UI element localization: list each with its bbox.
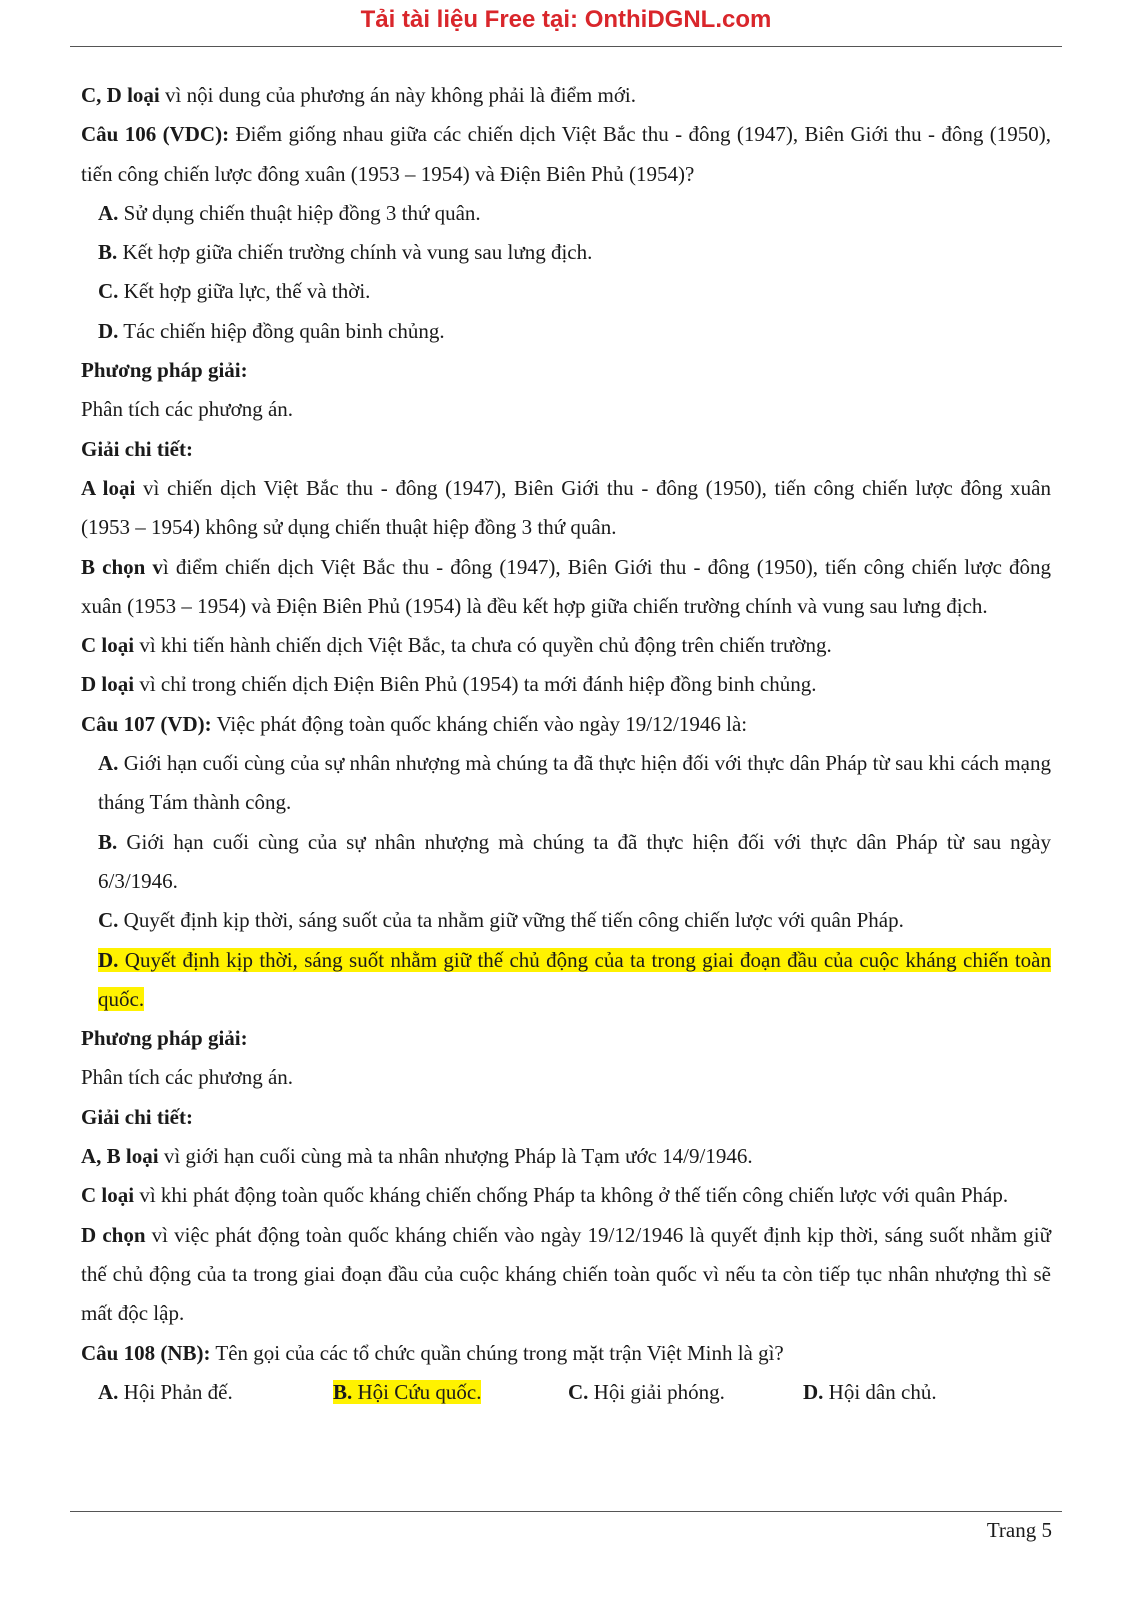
q106-option-a xyxy=(81,194,1051,233)
question-106 xyxy=(81,115,1051,194)
option-key: B. xyxy=(98,829,118,854)
q106-text: Điểm giống nhau giữa các chiến dịch Việt Bắc thu - đông (1947), Biên Giới thu - đông (1950), tiến công chiến lược đông xuân (1953 – 1954) và Điện Biên Phủ (1954)? xyxy=(81,122,1051,186)
q108-option-c xyxy=(568,1373,803,1412)
detail-bold: B chọn v xyxy=(81,554,163,579)
method-heading: Phương pháp giải: xyxy=(81,1026,248,1051)
option-key: A. xyxy=(98,200,119,225)
q107-option-d-correct xyxy=(81,941,1051,1020)
detail-text: vì chỉ trong chiến dịch Điện Biên Phủ (1954) ta mới đánh hiệp đồng binh chủng. xyxy=(134,672,817,697)
option-key: D. xyxy=(98,318,119,343)
detail-bold: C loại xyxy=(81,633,135,658)
header-divider xyxy=(70,46,1062,47)
option-text: Tác chiến hiệp đồng quân binh chủng. xyxy=(118,318,445,343)
q106-detail-a xyxy=(81,469,1051,548)
option-text: Giới hạn cuối cùng của sự nhân nhượng mà chúng ta đã thực hiện đối với thực dân Pháp từ sau ngày 6/3/1946. xyxy=(98,829,1051,893)
q107-detail-ab xyxy=(81,1137,1051,1176)
option-text: Hội dân chủ. xyxy=(823,1379,937,1404)
option-text: Hội giải phóng. xyxy=(588,1379,725,1404)
q108-label: Câu 108 (NB): xyxy=(81,1340,211,1365)
q107-method-heading xyxy=(81,1019,1051,1058)
detail-bold: C loại xyxy=(81,1183,135,1208)
q107-label: Câu 107 (VD): xyxy=(81,711,212,736)
detail-bold: D loại xyxy=(81,672,135,697)
option-text: Hội Cứu quốc. xyxy=(352,1379,482,1404)
intro-bold: C, D loại xyxy=(81,83,160,107)
header-link[interactable]: Tải tài liệu Free tại: OnthiDGNL.com xyxy=(360,6,772,33)
detail-heading: Giải chi tiết: xyxy=(81,1104,193,1129)
detail-text: vì chiến dịch Việt Bắc thu - đông (1947), Biên Giới thu - đông (1950), tiến công chiến lược đông xuân (1953 – 1954) không sử dụng chiến thuật hiệp đồng 3 thứ quân. xyxy=(81,475,1051,540)
q107-text: Việc phát động toàn quốc kháng chiến vào ngày 19/12/1946 là: xyxy=(211,711,748,736)
detail-text: vì việc phát động toàn quốc kháng chiến vào ngày 19/12/1946 là quyết định kịp thời, sáng suốt nhằm giữ thế chủ động của ta trong giai đoạn đầu của cuộc kháng chiến toàn quốc vì nếu ta còn tiếp tục nhân nhượng thì sẽ mất độc lập. xyxy=(81,1222,1051,1326)
q106-detail-c xyxy=(81,626,1051,665)
method-heading: Phương pháp giải: xyxy=(81,358,248,383)
detail-text: vì giới hạn cuối cùng mà ta nhân nhượng Pháp là Tạm ước 14/9/1946. xyxy=(158,1144,753,1169)
option-key: C. xyxy=(98,908,119,933)
q107-option-b xyxy=(81,823,1051,902)
detail-bold: D chọn xyxy=(81,1222,146,1247)
option-text: Giới hạn cuối cùng của sự nhân nhượng mà chúng ta đã thực hiện đối với thực dân Pháp từ sau khi cách mạng tháng Tám thành công. xyxy=(98,751,1051,815)
q106-method-heading xyxy=(81,351,1051,390)
q106-option-b xyxy=(81,233,1051,272)
q106-detail-heading xyxy=(81,430,1051,469)
q108-option-d xyxy=(803,1373,1038,1412)
option-key: D. xyxy=(98,947,119,972)
detail-heading: Giải chi tiết: xyxy=(81,436,193,461)
question-107 xyxy=(81,705,1051,744)
q108-option-a xyxy=(98,1373,333,1412)
option-text: Quyết định kịp thời, sáng suốt nhằm giữ thế chủ động của ta trong giai đoạn đầu của cuộc kháng chiến toàn quốc. xyxy=(98,947,1051,1011)
q107-detail-d xyxy=(81,1216,1051,1334)
intro-text: vì nội dung của phương án này không phải là điểm mới. xyxy=(159,83,637,107)
q107-detail-c xyxy=(81,1176,1051,1215)
footer-divider xyxy=(70,1511,1062,1512)
q106-option-d xyxy=(81,312,1051,351)
option-text: Hội Phản đế. xyxy=(118,1379,233,1404)
option-text: Quyết định kịp thời, sáng suốt của ta nhằm giữ vững thế tiến công chiến lược với quân Pháp. xyxy=(118,908,904,933)
q108-text: Tên gọi của các tổ chức quần chúng trong mặt trận Việt Minh là gì? xyxy=(210,1340,784,1365)
option-key: B. xyxy=(333,1379,353,1404)
intro-paragraph xyxy=(81,76,1051,115)
option-key: D. xyxy=(803,1379,824,1404)
q106-label: Câu 106 (VDC): xyxy=(81,122,230,147)
detail-bold: A loại xyxy=(81,475,136,500)
document-body xyxy=(81,76,1051,1412)
q106-option-c xyxy=(81,272,1051,311)
option-text: Kết hợp giữa chiến trường chính và vung sau lưng địch. xyxy=(117,240,593,265)
option-key: B. xyxy=(98,240,118,265)
q107-detail-heading xyxy=(81,1098,1051,1137)
option-text: Kết hợp giữa lực, thế và thời. xyxy=(118,279,371,304)
q108-option-b-correct xyxy=(333,1373,568,1412)
q107-option-c xyxy=(81,901,1051,940)
q106-method-text: Phân tích các phương án. xyxy=(81,397,294,422)
answer-highlight xyxy=(98,948,1051,1011)
detail-text: ì điểm chiến dịch Việt Bắc thu - đông (1947), Biên Giới thu - đông (1950), tiến công chiến lược đông xuân (1953 – 1954) và Điện Biên Phủ (1954) là đều kết hợp giữa chiến trường chính và vung sau lưng địch. xyxy=(81,554,1051,618)
option-key: A. xyxy=(98,1379,119,1404)
detail-bold: A, B loại xyxy=(81,1144,159,1169)
question-108 xyxy=(81,1334,1051,1373)
q107-option-a xyxy=(81,744,1051,823)
q108-options xyxy=(81,1373,1051,1412)
option-key: A. xyxy=(98,751,119,776)
q107-method-text: Phân tích các phương án. xyxy=(81,1065,294,1090)
q106-detail-b xyxy=(81,548,1051,627)
option-key: C. xyxy=(568,1379,589,1404)
page-number: Trang 5 xyxy=(986,1518,1052,1542)
answer-highlight xyxy=(333,1380,481,1404)
detail-text: vì khi phát động toàn quốc kháng chiến chống Pháp ta không ở thế tiến công chiến lược với quân Pháp. xyxy=(134,1183,1009,1208)
option-text: Sử dụng chiến thuật hiệp đồng 3 thứ quân. xyxy=(118,200,481,225)
option-key: C. xyxy=(98,279,119,304)
q106-detail-d xyxy=(81,665,1051,704)
detail-text: vì khi tiến hành chiến dịch Việt Bắc, ta chưa có quyền chủ động trên chiến trường. xyxy=(134,633,832,658)
